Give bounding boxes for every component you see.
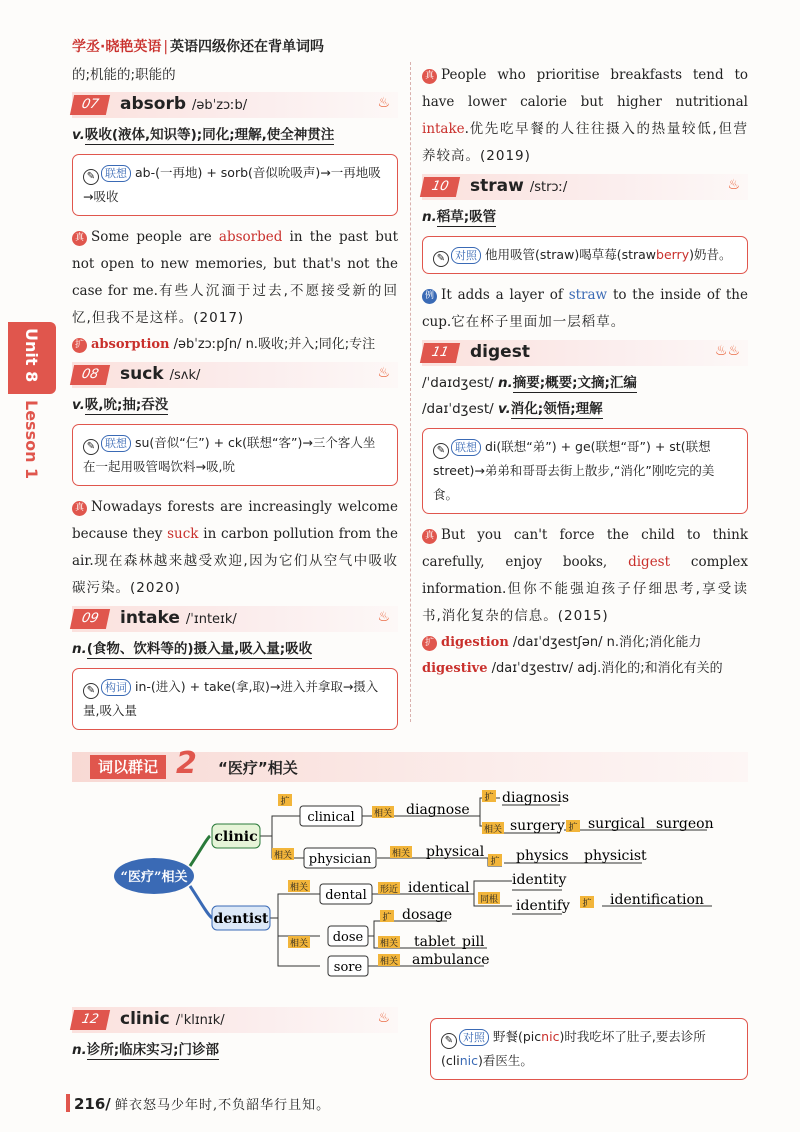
mindmap-word: surgeon [656, 816, 714, 832]
tag-related-icon: 相关 [289, 939, 309, 949]
mindmap-word: physicist [584, 848, 647, 864]
example-sentence: 真 Nowadays forests are increasingly welcome because they suck in carbon pollution from the air.现在森林越来越受欢迎,因为它们从空气中吸收碳污染。(2020) [72, 499, 399, 596]
example-sentence: 例 It adds a layer of straw to the inside of the cup.它在杯子里面加一层稻草。 [422, 287, 748, 330]
extension-word: digestion [441, 635, 509, 650]
example-translation: 现在森林越来越受欢迎,因为它们从空气中吸收碳污染。(2020) [72, 553, 398, 596]
extend-icon: 扩 [422, 636, 437, 651]
mindmap-word: identical [408, 880, 470, 896]
entry-number: 07 [70, 95, 110, 115]
tip-text: su(音似“仨”) + ck(联想“客”)→三个客人坐在一起用吸管喝饮料→吸,吮 [83, 435, 376, 474]
right-column [422, 62, 748, 682]
example-translation: 但你不能强迫孩子仔细思考,享受读书,消化复杂的信息。(2015) [422, 581, 748, 624]
definition: v.吸,吮;抽;吞没 [72, 397, 169, 413]
mindmap-word: identify [516, 898, 570, 914]
lightbulb-icon: ✎ [433, 443, 449, 459]
keyword-highlight: intake [422, 121, 465, 137]
definition: v.吸收(液体,知识等);同化;理解,使全神贯注 [72, 127, 335, 143]
mindmap-center: “医疗”相关 [120, 870, 188, 885]
word-entry-header [422, 174, 748, 200]
word-group-header [72, 746, 748, 782]
headword: clinic /ˈklɪnɪk/ [120, 1009, 225, 1029]
tag-extend-icon: 扩 [490, 857, 500, 867]
tag-related-icon: 相关 [379, 957, 399, 967]
mindmap-node-physician: physician [308, 852, 372, 867]
exam-icon: 真 [422, 529, 437, 544]
phonetic: /ˈklɪnɪk/ [175, 1013, 225, 1028]
footer-accent-bar [66, 1094, 70, 1112]
memory-tip-box [422, 428, 748, 514]
phonetic: /ˈɪnteɪk/ [185, 612, 237, 627]
definition: n.诊所;临床实习;门诊部 [72, 1042, 220, 1058]
page-header [72, 36, 324, 56]
keyword-highlight: straw [568, 287, 608, 303]
unit-label: Unit 8 [22, 328, 41, 383]
mindmap-word: dosage [402, 907, 453, 923]
lightbulb-icon: ✎ [83, 439, 99, 455]
tip-tag: 对照 [459, 1029, 489, 1046]
keyword-highlight: absorbed [218, 229, 283, 245]
tag-extend-icon: 扩 [280, 797, 290, 807]
mindmap-word: identification [610, 892, 704, 908]
definition: n.稻草;吸管 [422, 209, 497, 225]
tip-tag: 联想 [101, 165, 131, 182]
word-entry-header [72, 92, 398, 118]
entry-number: 12 [70, 1010, 110, 1030]
tip-text: in-(进入) + take(拿,取)→进入并拿取→摄入量,吸入量 [83, 679, 379, 718]
tag-extend-icon: 扩 [568, 823, 578, 833]
mindmap-node-clinical: clinical [307, 810, 355, 825]
word-entry-header [72, 1007, 398, 1033]
extension-word: digestive [422, 661, 488, 676]
mindmap-word: physical [426, 844, 485, 860]
left-column [72, 62, 398, 738]
headword: digest [470, 342, 530, 362]
headword: suck /sʌk/ [120, 364, 201, 384]
definition: n.(食物、饮料等的)摄入量,吸入量;吸收 [72, 641, 313, 657]
mindmap-word: diagnosis [502, 790, 570, 806]
word-entry-header [422, 340, 748, 366]
lightbulb-icon: ✎ [433, 251, 449, 267]
phonetic: /sʌk/ [169, 368, 201, 383]
tag-related-icon: 相关 [373, 809, 393, 819]
continued-definition: 的;机能的;职能的 [72, 67, 176, 83]
page-footer [66, 1094, 330, 1113]
fire-icon: ♨ [727, 177, 740, 193]
brand-name: 学丞·晓艳英语 [72, 39, 162, 55]
memory-tip-box [72, 154, 398, 216]
headword: absorb /əbˈzɔːb/ [120, 94, 248, 114]
keyword-highlight: suck [167, 526, 199, 542]
example-sentence: 真 But you can't force the child to think carefully, enjoy books, digest complex information.但你不能强迫孩子仔细思考,享受读书,消化复杂的信息。(2015) [422, 527, 748, 624]
book-title: 英语四级你还在背单词吗 [170, 39, 325, 55]
fire-icon: ♨ [377, 609, 390, 625]
extension-word: absorption [91, 337, 170, 352]
keyword-highlight: nic [541, 1029, 560, 1044]
mindmap-word: ambulance [412, 952, 490, 968]
tag-similar-icon: 形近 [379, 885, 399, 895]
mindmap-node-clinic: clinic [214, 829, 258, 845]
tag-extend-icon: 扩 [582, 899, 592, 909]
keyword-highlight: digest [628, 554, 671, 570]
memory-tip-box: ✎ 对照 他用吸管(straw)喝草莓(strawberry)奶昔。 [422, 236, 748, 274]
lightbulb-icon: ✎ [83, 683, 99, 699]
fire-icon: ♨ [377, 95, 390, 111]
memory-tip-box [72, 668, 398, 730]
definition: /ˈdaɪdʒest/ n.摘要;概要;文摘;汇编 [422, 375, 637, 391]
exam-icon: 真 [72, 231, 87, 246]
memory-tip-box [72, 424, 398, 486]
lightbulb-icon: ✎ [83, 169, 99, 185]
extension-line: 扩 absorption /əbˈzɔːpʃn/ n.吸收;并入;同化;专注 [72, 332, 398, 358]
tip-tag: 联想 [451, 439, 481, 456]
tip-tag: 联想 [101, 435, 131, 452]
keyword-highlight: nic [459, 1053, 478, 1068]
lesson-label: Lesson 1 [22, 400, 41, 480]
example-translation: 有些人沉湎于过去,不愿接受新的回忆,但我不是这样。(2017) [72, 283, 398, 326]
entry-number: 10 [420, 177, 460, 197]
extension-line: 扩 digestion /daɪˈdʒestʃən/ n.消化;消化能力 [422, 630, 748, 656]
tip-text: di(联想“弟”) + ge(联想“哥”) + st(联想 street)→弟弟和哥哥去街上散步,“消化”刚吃完的美食。 [433, 439, 715, 502]
fire-icon: ♨ [377, 365, 390, 381]
tip-tag: 构词 [101, 679, 131, 696]
vocabulary-mind-map [72, 786, 748, 986]
unit-badge [8, 322, 56, 394]
example-icon: 例 [422, 289, 437, 304]
headword: intake /ˈɪnteɪk/ [120, 608, 237, 628]
group-topic: “医疗”相关 [218, 759, 298, 777]
keyword-highlight: berry [656, 247, 690, 262]
mindmap-word: pill [462, 934, 485, 950]
tip-tag: 对照 [451, 247, 481, 264]
page-number: 216/ [74, 1095, 111, 1113]
entry-number: 11 [420, 343, 460, 363]
word-entry-header [72, 362, 398, 388]
entry-number: 09 [70, 609, 110, 629]
mindmap-word: surgical [588, 816, 645, 832]
definition: /daɪˈdʒest/ v.消化;领悟;理解 [422, 401, 603, 417]
entry-number: 08 [70, 365, 110, 385]
tag-related-icon: 相关 [483, 825, 503, 835]
lightbulb-icon: ✎ [441, 1033, 457, 1049]
tag-related-icon: 相关 [379, 939, 399, 949]
tip-text: ab-(一再地) + sorb(音似吮吸声)→一再地吸→吸收 [83, 165, 381, 204]
headword: straw /strɔː/ [470, 176, 568, 196]
mindmap-node-dental: dental [325, 888, 367, 903]
mindmap-node-dose: dose [332, 930, 364, 945]
tag-same-root-icon: 同根 [479, 895, 499, 905]
example-translation: 优先吃早餐的人往往摄入的热量较低,但营养较高。(2019) [422, 121, 748, 164]
tag-extend-icon: 扩 [382, 913, 392, 923]
extend-icon: 扩 [72, 338, 87, 353]
tag-extend-icon: 扩 [484, 793, 494, 803]
clinic-entry [72, 1003, 398, 1063]
column-divider [410, 62, 411, 722]
unit-side-tab [8, 322, 56, 482]
mindmap-word: physics [516, 848, 569, 864]
tag-related-icon: 相关 [273, 851, 293, 861]
exam-icon: 真 [422, 69, 437, 84]
mindmap-word: tablet [414, 934, 456, 950]
example-sentence: 真 People who prioritise breakfasts tend to have lower calorie but higher nutritional intake.优先吃早餐的人往往摄入的热量较低,但营养较高。(2019) [422, 67, 748, 164]
exam-icon: 真 [72, 501, 87, 516]
footer-motto: 鲜衣怒马少年时,不负韶华行且知。 [114, 1098, 331, 1113]
phonetic: /əbˈzɔːb/ [192, 98, 248, 113]
example-translation: 它在杯子里面加一层稻草。 [451, 314, 626, 330]
phonetic: /strɔː/ [529, 180, 568, 195]
example-sentence: 真 Some people are absorbed in the past but not open to new memories, but that's not the case for me.有些人沉湎于过去,不愿接受新的回忆,但我不是这样。(2017) [72, 229, 398, 326]
header-separator: | [163, 39, 169, 55]
fire-icon: ♨ [377, 1010, 390, 1026]
mindmap-node-dentist: dentist [213, 911, 269, 927]
mindmap-word: identity [512, 872, 567, 888]
extension-line: digestive /daɪˈdʒestɪv/ adj.消化的;和消化有关的 [422, 661, 723, 676]
group-label: 词以群记 [90, 755, 166, 779]
mindmap-word: diagnose [406, 802, 470, 818]
mindmap-word: surgery [510, 818, 565, 834]
memory-tip-box: ✎ 对照 野餐(picnic)时我吃坏了肚子,要去诊所(clinic)看医生。 [430, 1018, 748, 1080]
tag-related-icon: 相关 [391, 849, 411, 859]
group-number: 2 [176, 746, 197, 781]
mindmap-node-sore: sore [333, 960, 363, 975]
word-entry-header [72, 606, 398, 632]
fire-icon: ♨♨ [714, 343, 740, 359]
tag-related-icon: 相关 [289, 883, 309, 893]
